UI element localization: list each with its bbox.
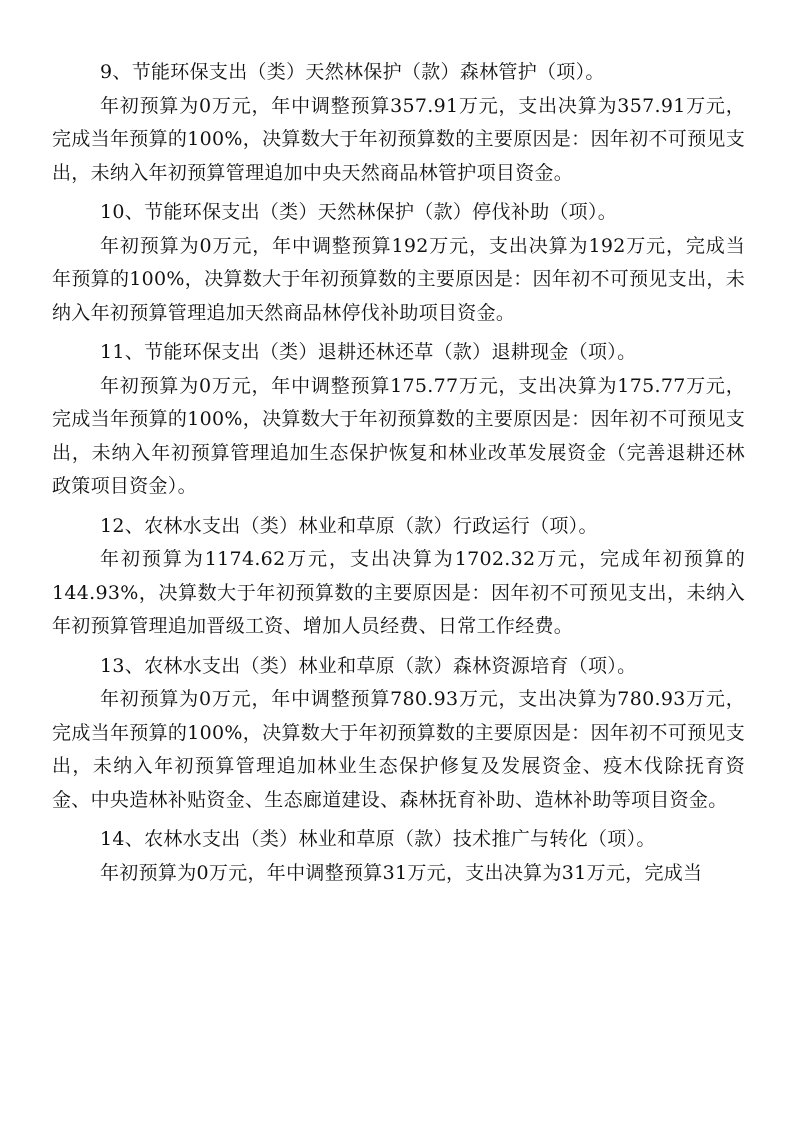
section-heading: 10、节能环保支出（类）天然林保护（款）停伐补助（项）。 [100, 201, 618, 223]
section-11 [52, 336, 745, 504]
section-body: 年初预算为0万元，年中调整预算780.93万元，支出决算为780.93万元，完成当年预算的100%，决算数大于年初预算数的主要原因是：因年初不可预见支出，未纳入年初预算管理追加林业生态保护修复及发展资金、疫木伐除抚育资金、中央造林补贴资金、生态廊道建设、森林抚育补助、造林补助等项目资金。 [52, 688, 745, 811]
section-heading: 13、农林水支出（类）林业和草原（款）森林资源培育（项）。 [100, 654, 637, 677]
section-heading: 12、农林水支出（类）林业和草原（款）行政运行（项）。 [100, 514, 598, 537]
section-body: 年初预算为0万元，年中调整预算192万元，支出决算为192万元，完成当年预算的100%，决算数大于年初预算数的主要原因是：因年初不可预见支出，未纳入年初预算管理追加天然商品林停伐补助项目资金。 [52, 234, 745, 324]
section-body: 年初预算为0万元，年中调整预算357.91万元，支出决算为357.91万元，完成当年预算的100%，决算数大于年初预算数的主要原因是：因年初不可预见支出，未纳入年初预算管理追加中央天然商品林管护项目资金。 [52, 94, 745, 184]
section-9 [52, 56, 745, 190]
section-heading: 11、节能环保支出（类）退耕还林还草（款）退耕现金（项）。 [100, 341, 637, 363]
section-10 [52, 196, 745, 330]
section-14 [52, 823, 745, 890]
section-heading: 14、农林水支出（类）林业和草原（款）技术推广与转化（项）。 [100, 828, 656, 850]
section-12 [52, 510, 745, 644]
section-heading: 9、节能环保支出（类）天然林保护（款）森林管护（项）。 [100, 61, 605, 83]
section-body: 年初预算为1174.62万元，支出决算为1702.32万元，完成年初预算的144.93%，决算数大于年初预算数的主要原因是：因年初不可预见支出，未纳入年初预算管理追加晋级工资、增加人员经费、日常工作经费。 [52, 548, 745, 637]
document-page [52, 56, 745, 896]
section-13 [52, 650, 745, 818]
section-body: 年初预算为0万元，年中调整预算31万元，支出决算为31万元，完成当 [100, 861, 703, 884]
section-body: 年初预算为0万元，年中调整预算175.77万元，支出决算为175.77万元，完成当年预算的100%，决算数大于年初预算数的主要原因是：因年初不可预见支出，未纳入年初预算管理追加生态保护恢复和林业改革发展资金（完善退耕还林政策项目资金）。 [52, 374, 745, 497]
